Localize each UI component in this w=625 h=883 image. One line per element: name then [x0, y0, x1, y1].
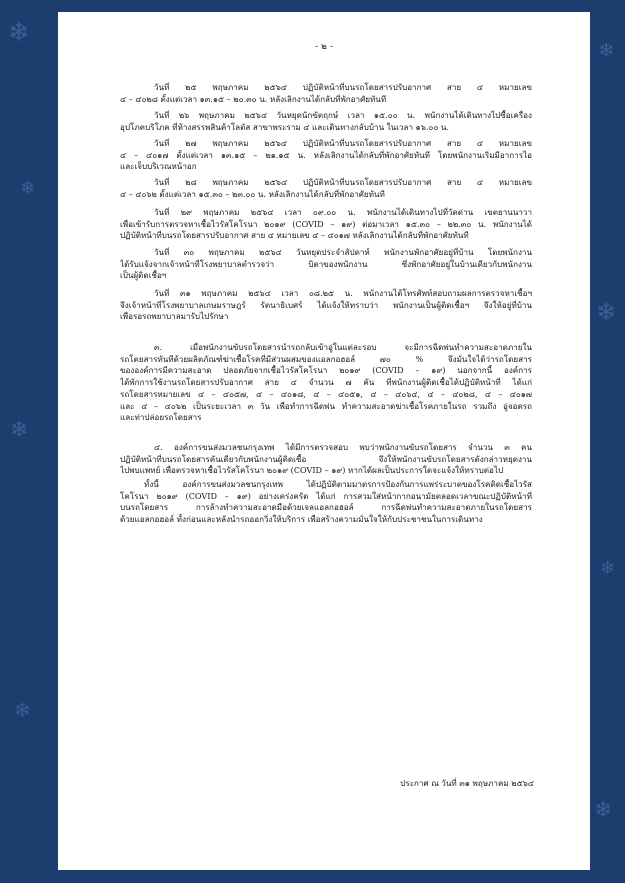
paragraph-may-31: [120, 288, 532, 323]
text-line: ปฏิบัติหน้าที่บนรถโดยสารคันเดียวกับพนักงานผู้ติดเชื้อ จึงให้พนักงานขับรถโดยสารดังกล่าวหยุดงาน: [120, 453, 532, 464]
paragraph-may-26: [120, 110, 532, 133]
text-line: ๔ – ๔๐๖๒ ตั้งแต่เวลา ๑๕.๓๐ – ๒๓.๐๐ น. หลังเลิกงานได้กลับที่พักอาศัยทันที: [120, 188, 385, 199]
paragraph-may-27: [120, 138, 532, 173]
paragraph-item-4: [120, 442, 532, 477]
snowflake-icon: ❄: [594, 798, 613, 823]
text-line: รถโดยสารทันทีด้วยผลิตภัณฑ์ฆ่าเชื้อโรคที่มีส่วนผสมของแอลกอฮอล์ ๗๐ % จึงมั่นใจได้ว่ารถโดยสาร: [120, 353, 532, 364]
snowflake-icon: ❄: [10, 418, 29, 443]
text-line: วันที่ ๒๕ พฤษภาคม ๒๕๖๔ ปฏิบัติหน้าที่บนรถโดยสารปรับอากาศ สาย ๔ หมายเลข: [154, 82, 532, 92]
text-line: วันที่ ๓๑ พฤษภาคม ๒๕๖๔ เวลา ๐๘.๒๕ น. พนักงานได้โทรศัพท์สอบถามผลการตรวจหาเชื้อฯ: [154, 288, 532, 298]
text-line: ด้วยแอลกอฮอล์ ทั้งก่อนและหลังนำรถออกวิ่งให้บริการ เพื่อสร้างความมั่นใจให้กับประชาชนในการเดินทาง: [120, 514, 483, 525]
text-line: ขององค์การมีความสะอาด ปลอดภัยจากเชื้อไวรัสโคโรนา ๒๐๑๙ (COVID – ๑๙) นอกจากนี้ องค์การ: [120, 365, 532, 376]
text-line: ทั้งนี้ องค์การขนส่งมวลชนกรุงเทพ ได้ปฏิบัติตามมาตรการป้องกันการแพร่ระบาดของโรคติดเชื้อไวรัส: [144, 479, 532, 489]
snowflake-icon: ❄: [8, 18, 30, 48]
paragraph-may-29: [120, 207, 532, 242]
text-line: และเจ็บบริเวณหน้าอก: [120, 161, 197, 172]
text-line: ๔ – ๔๐๑๗ ตั้งแต่เวลา ๑๓.๑๕ – ๒๑.๑๕ น. หลังเลิกงานได้กลับที่พักอาศัยทันที โดยพนักงานเริ่มมีอาการไอ: [120, 149, 532, 160]
text-line: อุปโภคบริโภค ที่ห้างสรรพสินค้าโลตัส สาขาพระราม ๔ และเดินทางกลับบ้าน ในเวลา ๑๖.๐๐ น.: [120, 121, 449, 132]
paragraph-may-28: [120, 177, 532, 200]
text-line: เพื่อรอรถพยาบาลมารับไปรักษา: [120, 311, 229, 322]
text-line: วันที่ ๒๗ พฤษภาคม ๒๕๖๔ ปฏิบัติหน้าที่บนรถโดยสารปรับอากาศ สาย ๔ หมายเลข: [154, 138, 532, 148]
paragraph-may-30: [120, 247, 532, 282]
text-line: ได้รับแจ้งจากเจ้าหน้าที่โรงพยาบาลตำรวจว่า บิดาของพนักงาน ซึ่งพักอาศัยอยู่ในบ้านเดียวกับพนักงาน: [120, 258, 532, 269]
text-line: รถโดยสารหมายเลข ๔ – ๔๐๕๗, ๔ – ๔๐๑๘, ๔ – ๔๐๕๑, ๔ – ๔๐๖๔, ๔ – ๔๐๒๘, ๔ – ๔๐๑๗: [120, 388, 532, 399]
document-page: [58, 12, 590, 870]
snowflake-icon: ❄: [596, 298, 617, 326]
text-line: ปฏิบัติหน้าที่บนรถโดยสารปรับอากาศ สาย ๔ หมายเลข ๔ – ๔๐๑๗ หลังเลิกงานได้กลับที่พักอาศัยทันที: [120, 230, 469, 241]
text-line: และท่าปล่อยรถโดยสาร: [120, 412, 202, 423]
text-line: วันที่ ๓๐ พฤษภาคม ๒๕๖๔ วันหยุดประจำสัปดาห์ พนักงานพักอาศัยอยู่ที่บ้าน โดยพนักงาน: [154, 247, 532, 257]
text-line: ๓. เมื่อพนักงานขับรถโดยสารนำรถกลับเข้าอู่ในแต่ละรอบ จะมีการฉีดพ่นทำความสะอาดภายใน: [154, 342, 532, 352]
page-number: - ๒ -: [315, 42, 333, 52]
paragraph-conclusion: [120, 479, 532, 526]
paragraph-may-25: [120, 82, 532, 105]
text-line: โคโรนา ๒๐๑๙ (COVID – ๑๙) อย่างเคร่งครัด ได้แก่ การสวมใส่หน้ากากอนามัยตลอดเวลาขณะปฏิบัติหน้าที่: [120, 490, 532, 501]
paragraph-item-3: [120, 342, 532, 424]
snowflake-icon: ❄: [14, 698, 31, 722]
announcement-date: ประกาศ ณ วันที่ ๓๑ พฤษภาคม ๒๕๖๔: [400, 778, 534, 788]
text-line: เป็นผู้ติดเชื้อฯ: [120, 270, 167, 281]
text-line: ได้พักการใช้งานรถโดยสารปรับอากาศ สาย ๔ จำนวน ๗ คัน ที่พนักงานผู้ติดเชื้อได้ปฏิบัติหน้าที่ ได้แก่: [120, 377, 532, 388]
text-line: วันที่ ๒๖ พฤษภาคม ๒๕๖๔ วันหยุดนักขัตฤกษ์ เวลา ๑๕.๐๐ น. พนักงานได้เดินทางไปซื้อเครื่อง: [154, 110, 532, 120]
snowflake-icon: ❄: [598, 38, 615, 62]
document-content: [58, 12, 590, 870]
text-line: บนรถโดยสาร การล้างทำความสะอาดมือด้วยเจลแอลกอฮอล์ การฉีดพ่นทำความสะอาดภายในรถโดยสาร: [120, 502, 532, 513]
text-line: วันที่ ๒๘ พฤษภาคม ๒๕๖๔ ปฏิบัติหน้าที่บนรถโดยสารปรับอากาศ สาย ๔ หมายเลข: [154, 177, 532, 187]
snowflake-icon: ❄: [600, 558, 616, 579]
text-line: วันที่ ๒๙ พฤษภาคม ๒๕๖๔ เวลา ๐๙.๐๐ น. พนักงานได้เดินทางไปที่วัดด่าน เขตยานนาวา: [154, 207, 532, 217]
text-line: และ ๔ – ๔๐๖๒ เป็นระยะเวลา ๓ วัน เพื่อทำการฉีดพ่น ทำความสะอาดฆ่าเชื้อโรคภายในรถ รวมถึง อู่จอดรถ: [120, 400, 532, 411]
text-line: ๔. องค์การขนส่งมวลชนกรุงเทพ ได้มีการตรวจสอบ พบว่าพนักงานขับรถโดยสาร จำนวน ๓ คน: [154, 442, 532, 452]
snowflake-icon: ❄: [20, 178, 36, 199]
text-line: จึงเจ้าหน้าที่โรงพยาบาลเกษมราษฎร์ รัตนาธิเบศร์ ได้แจ้งให้ทราบว่า พนักงานเป็นผู้ติดเชื้อฯ จึงให้อยู่ที่บ้าน: [120, 299, 532, 310]
text-line: เพื่อเข้ารับการตรวจหาเชื้อไวรัสโคโรนา ๒๐๑๙ (COVID – ๑๙) ต่อมาเวลา ๑๕.๓๐ – ๒๒.๓๐ น. พนักงานได้: [120, 218, 532, 229]
text-line: ไปพบแพทย์ เพื่อตรวจหาเชื้อไวรัสโคโรนา ๒๐๑๙ (COVID – ๑๙) หากได้ผลเป็นประการใดจะแจ้งให้ทราบต่อไป: [120, 465, 504, 476]
text-line: ๔ – ๔๐๒๘ ตั้งแต่เวลา ๑๓.๑๕ – ๒๐.๓๐ น. หลังเลิกงานได้กลับที่พักอาศัยทันที: [120, 93, 387, 104]
